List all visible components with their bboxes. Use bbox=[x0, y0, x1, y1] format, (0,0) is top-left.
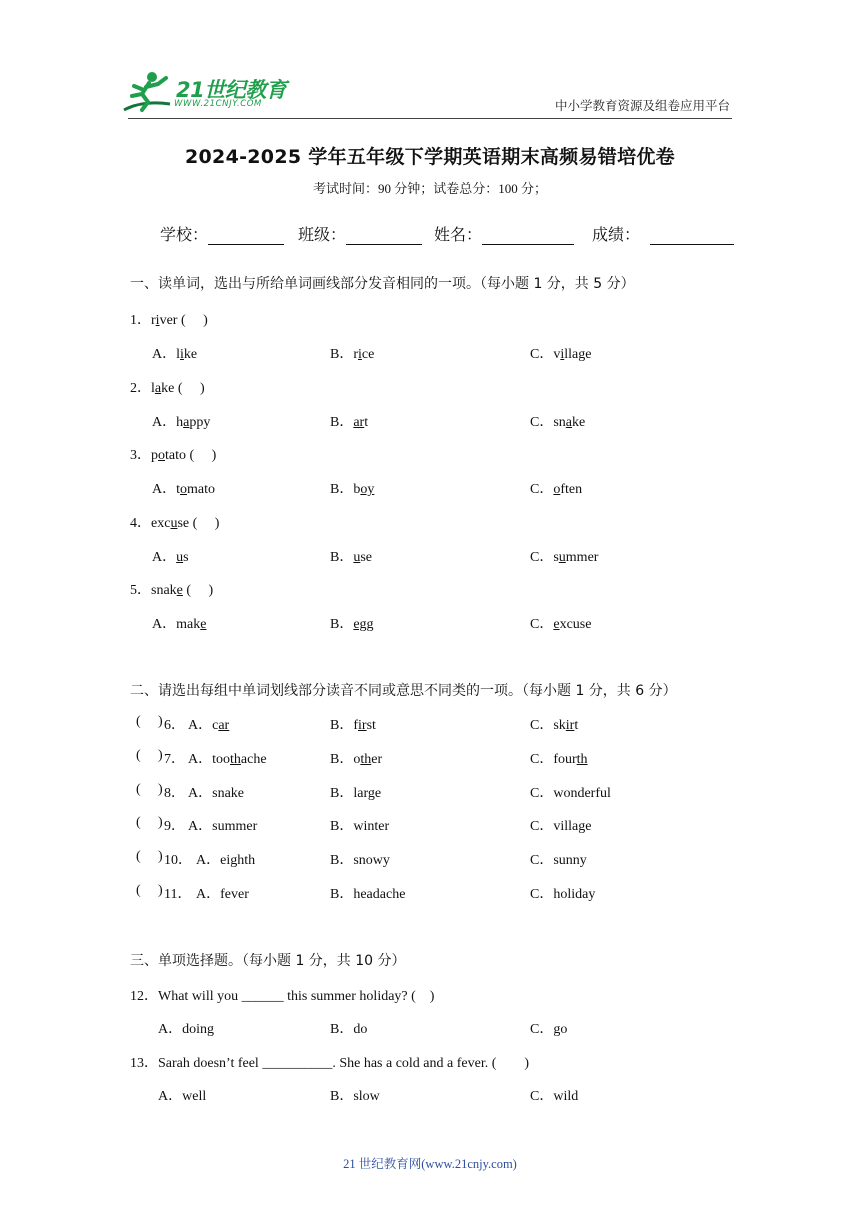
option-c[interactable] bbox=[530, 714, 578, 734]
option-word bbox=[353, 550, 372, 565]
option-word-mid: u bbox=[353, 549, 361, 565]
option-word bbox=[553, 550, 598, 565]
option-word bbox=[212, 752, 266, 767]
name-field[interactable] bbox=[434, 222, 574, 245]
option-word-post: ke bbox=[572, 414, 586, 430]
option-word-mid: i bbox=[560, 347, 565, 362]
option-word-mid: ir bbox=[358, 718, 367, 733]
answer-parentheses[interactable]: ( ) bbox=[177, 313, 208, 328]
section-2-heading: 二、请选出每组中单词划线部分读音不同或意思不同类的一项。（每小题 1 分，共 6 分） bbox=[130, 683, 677, 699]
question-4 bbox=[130, 512, 219, 532]
option-word-mid: e bbox=[553, 617, 560, 632]
option-word-post: ppy bbox=[189, 414, 211, 430]
option-word-post: xcuse bbox=[559, 617, 592, 632]
question-word bbox=[151, 381, 174, 396]
option-word-post: ften bbox=[560, 482, 583, 497]
option-word-post: ce bbox=[361, 347, 375, 362]
option-a[interactable] bbox=[196, 849, 255, 869]
question-number: 4． bbox=[130, 515, 151, 531]
option-word bbox=[353, 617, 373, 632]
option-word-pre: f bbox=[353, 718, 359, 733]
option-word bbox=[182, 1089, 206, 1104]
option-word bbox=[553, 347, 591, 362]
option-word-pre: fever bbox=[220, 887, 249, 902]
option-word bbox=[553, 853, 586, 868]
option-word-pre: headache bbox=[353, 887, 406, 902]
option-letter: B． bbox=[330, 347, 354, 362]
option-letter: A． bbox=[188, 751, 213, 767]
option-word-mid: ir bbox=[565, 718, 575, 733]
option-word bbox=[212, 786, 244, 801]
answer-paren-open[interactable]: ( bbox=[136, 747, 141, 763]
option-word-post: t bbox=[364, 414, 369, 430]
option-word-mid: egg bbox=[353, 617, 374, 632]
option-letter: C． bbox=[530, 549, 554, 565]
option-word-post: mmer bbox=[565, 549, 599, 565]
option-letter: B． bbox=[330, 785, 354, 801]
option-letter: C． bbox=[530, 1089, 554, 1104]
option-c[interactable] bbox=[530, 343, 591, 363]
option-a[interactable] bbox=[152, 478, 215, 498]
option-b[interactable] bbox=[330, 748, 382, 768]
option-word bbox=[353, 718, 376, 733]
option-c[interactable] bbox=[530, 748, 588, 768]
option-a[interactable] bbox=[158, 1018, 214, 1038]
question-2 bbox=[130, 377, 205, 397]
option-word bbox=[176, 482, 215, 497]
option-word-pre: slow bbox=[353, 1089, 380, 1104]
option-letter: B． bbox=[330, 853, 354, 869]
option-word bbox=[553, 617, 591, 632]
logo-url: WWW.21CNJY.COM bbox=[174, 99, 262, 109]
option-letter: A． bbox=[188, 785, 213, 801]
option-letter: A． bbox=[188, 819, 213, 835]
question-number: 6． bbox=[164, 718, 185, 733]
option-c[interactable] bbox=[530, 883, 595, 903]
question-word-post: ke bbox=[161, 380, 175, 396]
school-field[interactable] bbox=[160, 222, 284, 245]
option-letter: B． bbox=[330, 718, 354, 733]
option-word-pre: well bbox=[182, 1089, 207, 1104]
option-word-pre: b bbox=[353, 482, 361, 497]
option-a[interactable] bbox=[152, 411, 210, 431]
answer-paren-close[interactable]: ) bbox=[158, 849, 163, 865]
option-c[interactable] bbox=[530, 782, 611, 802]
option-letter: A． bbox=[196, 853, 221, 869]
option-word-pre: village bbox=[553, 819, 592, 835]
question-word-mid: e bbox=[176, 583, 183, 598]
option-word-pre: too bbox=[212, 751, 231, 767]
option-letter: B． bbox=[330, 751, 354, 767]
option-word-mid: th bbox=[360, 751, 372, 767]
option-letter: B． bbox=[330, 617, 354, 632]
name-label: 姓名： bbox=[434, 225, 483, 244]
question-number: 8． bbox=[164, 785, 185, 801]
option-word bbox=[553, 752, 587, 767]
option-word-pre: wild bbox=[553, 1089, 579, 1104]
question-3 bbox=[130, 444, 216, 464]
option-word bbox=[553, 887, 595, 902]
option-word-pre: four bbox=[553, 751, 577, 767]
option-c[interactable] bbox=[530, 613, 591, 633]
answer-parentheses[interactable]: ( ) bbox=[174, 380, 205, 396]
option-a[interactable] bbox=[188, 782, 244, 802]
option-word-mid: i bbox=[180, 347, 184, 362]
answer-paren-close[interactable]: ) bbox=[158, 714, 163, 729]
option-word bbox=[353, 482, 374, 497]
option-word bbox=[553, 718, 578, 733]
option-word bbox=[553, 415, 585, 430]
option-letter: C． bbox=[530, 718, 554, 733]
site-logo bbox=[122, 70, 292, 114]
class-blank[interactable] bbox=[346, 230, 422, 245]
option-word-mid: ar bbox=[353, 414, 365, 430]
question-5 bbox=[130, 579, 213, 599]
option-word bbox=[353, 752, 382, 767]
option-word bbox=[553, 482, 582, 497]
answer-paren-open[interactable]: ( bbox=[136, 883, 141, 898]
question-word bbox=[151, 516, 189, 531]
section-3-heading: 三、单项选择题。（每小题 1 分，共 10 分） bbox=[130, 953, 406, 969]
platform-name: 中小学教育资源及组卷应用平台 bbox=[554, 98, 730, 113]
option-word bbox=[176, 347, 197, 362]
answer-paren-open[interactable]: ( bbox=[136, 815, 141, 831]
option-letter: A． bbox=[196, 887, 221, 902]
option-letter: A． bbox=[152, 414, 177, 430]
option-b[interactable] bbox=[330, 849, 390, 869]
logo-text: 21世纪教育 bbox=[176, 78, 287, 102]
option-letter: B． bbox=[330, 414, 354, 430]
option-word-pre: holiday bbox=[553, 887, 596, 902]
option-letter: C． bbox=[530, 887, 554, 902]
score-label: 成绩： bbox=[592, 225, 641, 244]
option-word bbox=[353, 819, 389, 834]
option-word-pre: o bbox=[353, 751, 361, 767]
option-word-mid: th bbox=[230, 751, 241, 767]
option-word-pre: doing bbox=[182, 1022, 215, 1037]
answer-parentheses[interactable]: ( ) bbox=[189, 515, 220, 531]
option-letter: C． bbox=[530, 414, 554, 430]
option-word-mid: ar bbox=[218, 718, 230, 733]
answer-paren-open[interactable]: ( bbox=[136, 849, 141, 865]
option-word-pre: do bbox=[353, 1022, 368, 1037]
option-word-pre: s bbox=[553, 549, 559, 565]
question-number: 3． bbox=[130, 448, 151, 463]
header-divider bbox=[128, 118, 732, 119]
option-word bbox=[553, 1022, 567, 1037]
option-word bbox=[353, 415, 368, 430]
page-title: 2024-2025 学年五年级下学期英语期末高频易错培优卷 bbox=[185, 146, 675, 168]
option-letter: A． bbox=[188, 718, 213, 733]
option-word bbox=[220, 853, 255, 868]
question-word-mid: o bbox=[158, 448, 165, 463]
option-word-pre: r bbox=[353, 347, 359, 362]
option-b[interactable] bbox=[330, 546, 372, 566]
answer-paren-open[interactable]: ( bbox=[136, 781, 141, 797]
option-word bbox=[353, 1022, 367, 1037]
option-word-pre: snowy bbox=[353, 853, 390, 869]
option-word-mid: a bbox=[183, 414, 190, 430]
score-field[interactable] bbox=[592, 222, 734, 245]
question-word bbox=[151, 313, 177, 328]
option-word-pre: snake bbox=[212, 785, 245, 801]
option-word bbox=[176, 415, 210, 430]
option-word-post: se bbox=[360, 549, 373, 565]
option-b[interactable] bbox=[330, 411, 368, 431]
option-letter: A． bbox=[158, 1022, 183, 1037]
option-c[interactable] bbox=[530, 1018, 567, 1038]
option-word bbox=[182, 1022, 214, 1037]
option-word bbox=[353, 853, 390, 868]
option-c[interactable] bbox=[530, 815, 591, 835]
question-word-post: se bbox=[177, 515, 190, 531]
class-field[interactable] bbox=[298, 222, 422, 245]
option-word-post: ache bbox=[240, 751, 267, 767]
option-letter: A． bbox=[158, 1089, 183, 1104]
answer-paren-close[interactable]: ) bbox=[158, 883, 163, 898]
question-word-mid: a bbox=[154, 380, 162, 396]
option-word-mid: o bbox=[553, 482, 561, 497]
question-1 bbox=[130, 309, 208, 329]
school-label: 学校： bbox=[160, 225, 209, 244]
option-b[interactable] bbox=[330, 343, 374, 363]
option-word bbox=[353, 786, 381, 801]
option-b[interactable] bbox=[330, 478, 374, 498]
option-word bbox=[212, 819, 257, 834]
option-letter: B． bbox=[330, 819, 354, 835]
name-blank[interactable] bbox=[482, 230, 574, 245]
answer-paren-close[interactable]: ) bbox=[158, 747, 163, 763]
option-b[interactable] bbox=[330, 613, 374, 633]
option-b[interactable] bbox=[330, 1085, 380, 1105]
runner-logo-icon bbox=[122, 70, 178, 114]
option-word-pre: sk bbox=[553, 718, 566, 733]
option-word bbox=[353, 1089, 379, 1104]
option-word-pre: c bbox=[212, 718, 219, 733]
option-letter: C． bbox=[530, 617, 554, 632]
option-a[interactable] bbox=[158, 1085, 206, 1105]
question-13: 13．Sarah doesn’t feel __________. She has a cold and a fever. ( ) bbox=[130, 1056, 530, 1071]
option-word-mid: o bbox=[180, 482, 188, 497]
option-b[interactable] bbox=[330, 782, 381, 802]
option-word-pre: sn bbox=[553, 414, 566, 430]
option-word-pre: winter bbox=[353, 819, 390, 835]
option-letter: C． bbox=[530, 347, 554, 362]
question-number: 9． bbox=[164, 819, 185, 835]
option-a[interactable] bbox=[188, 748, 267, 768]
option-word-pre: eighth bbox=[220, 853, 256, 869]
option-c[interactable] bbox=[530, 849, 587, 869]
option-word-pre: l bbox=[176, 347, 181, 362]
question-number: 5． bbox=[130, 583, 151, 598]
question-word-post: tato bbox=[165, 448, 186, 463]
option-letter: A． bbox=[152, 617, 177, 632]
option-letter: C． bbox=[530, 751, 554, 767]
option-word-post: llage bbox=[564, 347, 592, 362]
option-word-pre: v bbox=[553, 347, 561, 362]
option-word-mid: a bbox=[565, 414, 573, 430]
option-a[interactable] bbox=[188, 815, 257, 835]
school-blank[interactable] bbox=[208, 230, 284, 245]
option-b[interactable] bbox=[330, 883, 405, 903]
option-word bbox=[220, 887, 249, 902]
option-letter: C． bbox=[530, 785, 554, 801]
option-word bbox=[353, 347, 374, 362]
exam-subtitle: 考试时间：90 分钟；试卷总分：100 分； bbox=[312, 181, 547, 196]
option-letter: C． bbox=[530, 482, 554, 497]
option-letter: B． bbox=[330, 549, 354, 565]
option-a[interactable] bbox=[188, 714, 229, 734]
option-word bbox=[176, 617, 206, 632]
option-word-mid: i bbox=[358, 347, 362, 362]
option-a[interactable] bbox=[152, 546, 189, 566]
option-c[interactable] bbox=[530, 1085, 578, 1105]
option-word-pre: go bbox=[553, 1022, 568, 1037]
question-number: 2． bbox=[130, 380, 151, 396]
question-word-pre: snak bbox=[151, 583, 177, 598]
option-letter: C． bbox=[530, 853, 554, 869]
question-word bbox=[151, 448, 186, 463]
option-word-mid: u bbox=[558, 549, 566, 565]
option-word bbox=[553, 819, 591, 834]
option-word-pre: t bbox=[176, 482, 181, 497]
question-word-mid: u bbox=[170, 515, 178, 531]
option-b[interactable] bbox=[330, 815, 389, 835]
score-blank[interactable] bbox=[650, 230, 734, 245]
option-letter: B． bbox=[330, 887, 354, 902]
answer-paren-close[interactable]: ) bbox=[158, 815, 163, 831]
option-letter: A． bbox=[152, 482, 177, 497]
question-word-pre: exc bbox=[151, 515, 171, 531]
section-1-heading: 一、读单词，选出与所给单词画线部分发音相同的一项。（每小题 1 分，共 5 分） bbox=[130, 276, 635, 292]
option-word-pre: mak bbox=[176, 617, 201, 632]
option-word-post: mato bbox=[187, 482, 216, 497]
option-a[interactable] bbox=[196, 883, 249, 903]
option-word-post: s bbox=[183, 549, 189, 565]
option-letter: B． bbox=[330, 1022, 354, 1037]
question-12: 12．What will you ______ this summer holiday? ( ) bbox=[130, 989, 435, 1004]
option-word-post: ke bbox=[183, 347, 198, 362]
option-c[interactable] bbox=[530, 546, 598, 566]
option-word-pre: h bbox=[176, 414, 184, 430]
option-word bbox=[212, 718, 229, 733]
option-letter: A． bbox=[152, 549, 177, 565]
option-letter: C． bbox=[530, 1022, 554, 1037]
question-number: 7． bbox=[164, 751, 185, 767]
option-letter: C． bbox=[530, 819, 554, 835]
option-word bbox=[553, 786, 611, 801]
option-letter: B． bbox=[330, 482, 354, 497]
option-word-pre: summer bbox=[212, 819, 258, 835]
option-a[interactable] bbox=[152, 343, 197, 363]
option-word bbox=[176, 550, 188, 565]
question-word-pre: p bbox=[151, 448, 158, 463]
option-c[interactable] bbox=[530, 478, 582, 498]
option-word-mid: oy bbox=[360, 482, 375, 497]
question-word bbox=[151, 583, 183, 598]
option-word bbox=[553, 1089, 578, 1104]
question-number: 1． bbox=[130, 313, 151, 328]
option-word-mid: th bbox=[576, 751, 588, 767]
footer-link[interactable]: 21 世纪教育网(www.21cnjy.com) bbox=[343, 1157, 517, 1171]
option-word-mid: e bbox=[200, 617, 207, 632]
option-word bbox=[353, 887, 405, 902]
option-letter: A． bbox=[152, 347, 177, 362]
option-b[interactable] bbox=[330, 1018, 367, 1038]
question-word-mid: i bbox=[155, 313, 160, 328]
answer-paren-close[interactable]: ) bbox=[158, 781, 163, 797]
option-word-pre: wonderful bbox=[553, 785, 611, 801]
option-word-post: t bbox=[574, 718, 579, 733]
option-word-post: er bbox=[371, 751, 383, 767]
class-label: 班级： bbox=[298, 225, 347, 244]
option-word-pre: sunny bbox=[553, 853, 587, 869]
option-word-post: st bbox=[366, 718, 376, 733]
option-a[interactable] bbox=[152, 613, 206, 633]
option-b[interactable] bbox=[330, 714, 376, 734]
question-word-pre: r bbox=[151, 313, 156, 328]
answer-paren-open[interactable]: ( bbox=[136, 714, 141, 729]
question-word-pre: l bbox=[151, 380, 155, 396]
question-number: 11． bbox=[164, 887, 192, 902]
question-word-post: ver bbox=[159, 313, 178, 328]
option-word-mid: u bbox=[176, 549, 184, 565]
option-c[interactable] bbox=[530, 411, 585, 431]
question-number: 10． bbox=[164, 853, 192, 869]
answer-parentheses[interactable]: ( ) bbox=[186, 448, 217, 463]
option-word-pre: large bbox=[353, 785, 382, 801]
answer-parentheses[interactable]: ( ) bbox=[182, 583, 214, 598]
option-letter: B． bbox=[330, 1089, 354, 1104]
